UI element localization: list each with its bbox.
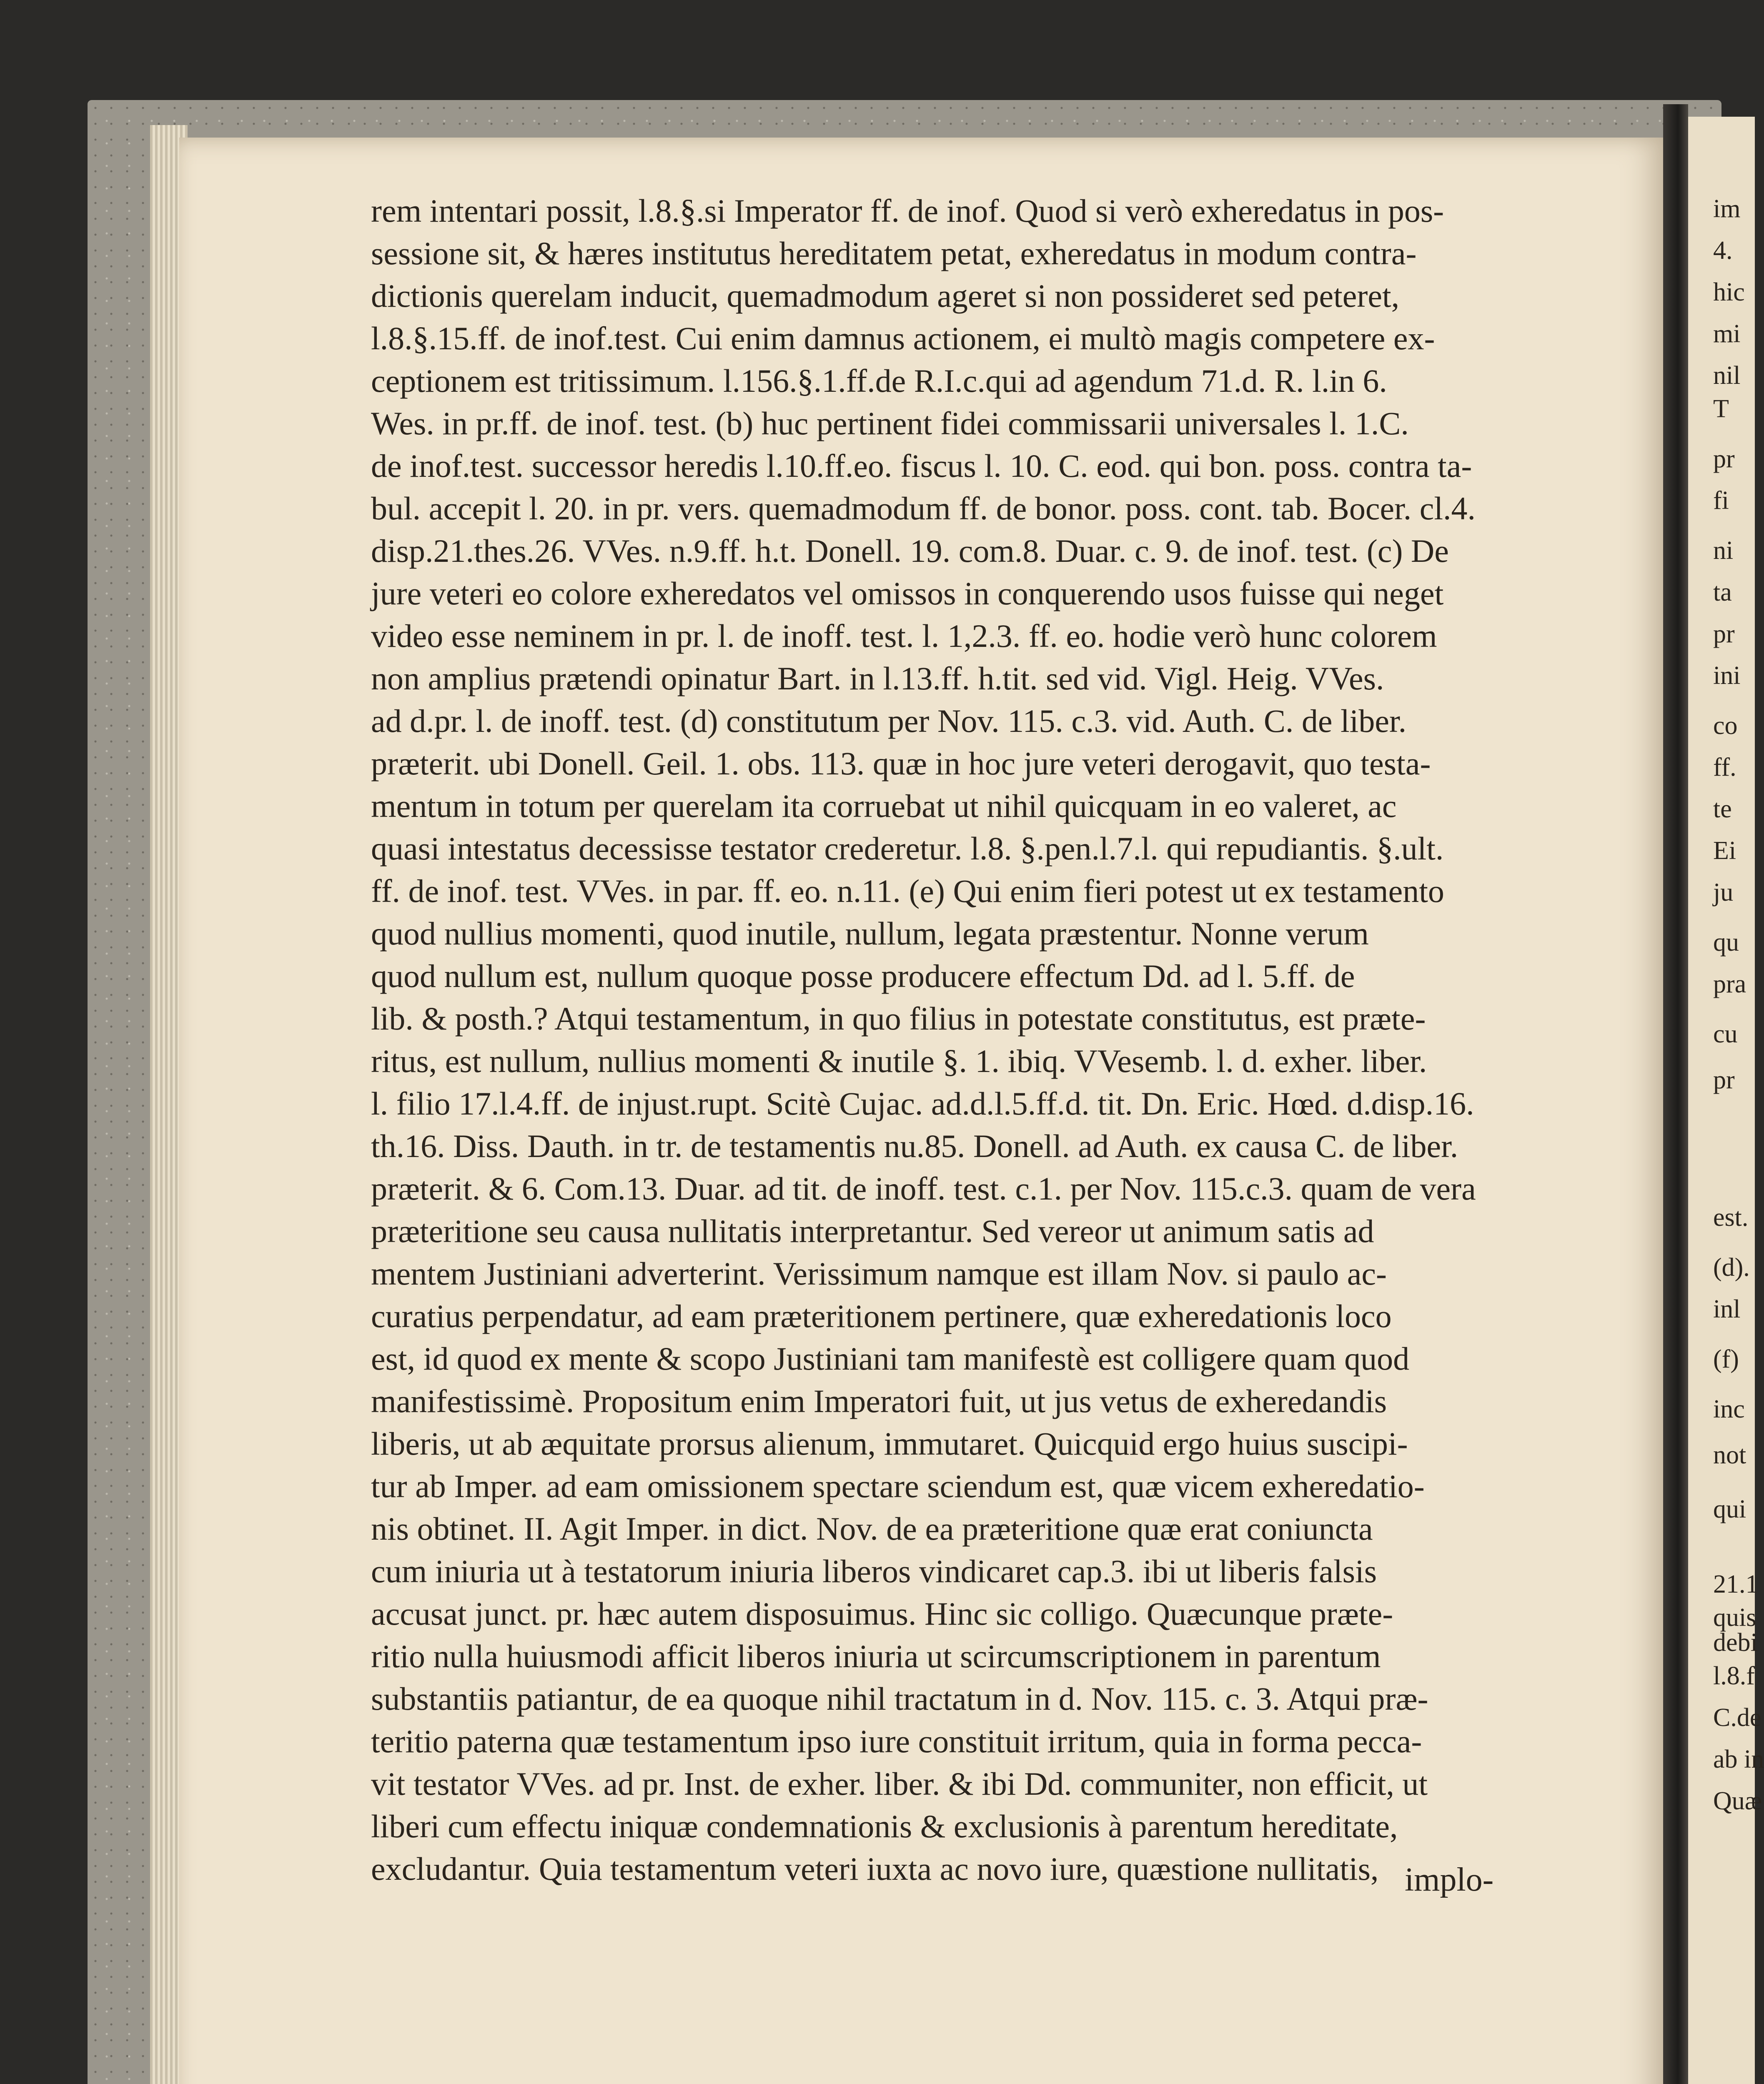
facing-page-fragment: 21.1 [1713, 1570, 1759, 1598]
facing-page-fragment: mi [1713, 320, 1741, 348]
text-line: excludantur. Quia testamentum veteri iuxta ac novo iure, quæstione nullitatis, [371, 1851, 1379, 1887]
facing-page-fragment: ff. [1713, 753, 1736, 782]
text-line: bul. accepit l. 20. in pr. vers. quemadmodum ff. de bonor. poss. cont. tab. Bocer. cl.4. [371, 490, 1476, 526]
text-line: l. filio 17.l.4.ff. de injust.rupt. Scitè Cujac. ad.d.l.5.ff.d. tit. Dn. Eric. Hœd. d.disp.16. [371, 1085, 1474, 1122]
facing-page-fragment: l.8.f [1713, 1662, 1755, 1690]
text-line: teritio paterna quæ testamentum ipso iure constituit irritum, quia in forma pecca- [371, 1723, 1422, 1759]
facing-page-fragment: inl [1713, 1295, 1741, 1323]
text-line: dictionis querelam inducit, quemadmodum ageret si non possideret sed peteret, [371, 278, 1400, 314]
facing-page-fragment: te [1713, 795, 1732, 823]
text-line: præteritione seu causa nullitatis interpretantur. Sed vereor ut animum satis ad [371, 1213, 1374, 1249]
facing-page-fragment: pr [1713, 1066, 1735, 1094]
text-line: disp.21.thes.26. VVes. n.9.ff. h.t. Donell. 19. com.8. Duar. c. 9. de inof. test. (c) De [371, 533, 1449, 569]
facing-page-fragment: qui [1713, 1495, 1746, 1523]
facing-page-fragment: ini [1713, 661, 1741, 690]
facing-page-fragment: (f) [1713, 1345, 1739, 1373]
facing-page-fragment: (d). [1713, 1253, 1750, 1282]
text-line: quasi intestatus decessisse testator crederetur. l.8. §.pen.l.7.l. qui repudiantis. §.ult. [371, 830, 1444, 867]
facing-page-fragment: pra [1713, 970, 1746, 998]
text-line: de inof.test. successor heredis l.10.ff.eo. fiscus l. 10. C. eod. qui bon. poss. contra ta- [371, 448, 1472, 484]
text-line: accusat junct. pr. hæc autem disposuimus. Hinc sic colligo. Quæcunque præte- [371, 1596, 1393, 1632]
text-line: rem intentari possit, l.8.§.si Imperator ff. de inof. Quod si verò exheredatus in pos- [371, 193, 1444, 229]
page-text [371, 190, 1521, 1890]
book-gutter [1663, 104, 1688, 2084]
text-line: liberis, ut ab æquitate prorsus alienum, immutaret. Quicquid ergo huius suscipi- [371, 1425, 1408, 1462]
text-line: præterit. & 6. Com.13. Duar. ad tit. de inoff. test. c.1. per Nov. 115.c.3. quam de vera [371, 1170, 1476, 1207]
text-line: quod nullum est, nullum quoque posse producere effectum Dd. ad l. 5.ff. de [371, 958, 1355, 994]
facing-page-fragment: ta [1713, 578, 1732, 606]
text-line: quod nullius momenti, quod inutile, nullum, legata præstentur. Nonne verum [371, 915, 1369, 952]
facing-page-fragment: ju [1713, 878, 1734, 907]
text-line: ritus, est nullum, nullius momenti & inutile §. 1. ibiq. VVesemb. l. d. exher. liber. [371, 1043, 1427, 1079]
facing-page-fragment: ab in [1713, 1745, 1764, 1773]
facing-page-fragment: im [1713, 195, 1741, 223]
text-line: l.8.§.15.ff. de inof.test. Cui enim damnus actionem, ei multò magis competere ex- [371, 320, 1435, 356]
text-line: jure veteri eo colore exheredatos vel omissos in conquerendo usos fuisse qui neget [371, 575, 1444, 611]
catchword: implo- [1405, 1861, 1494, 1898]
text-line: mentum in totum per querelam ita corruebat ut nihil quicquam in eo valeret, ac [371, 788, 1397, 824]
text-line: liberi cum effectu iniquæ condemnationis & exclusionis à parentum hereditate, [371, 1808, 1398, 1844]
text-line: tur ab Imper. ad eam omissionem spectare sciendum est, quæ vicem exheredatio- [371, 1468, 1425, 1504]
facing-page-fragment: C.de [1713, 1703, 1761, 1732]
facing-page-fragment: quis [1713, 1603, 1756, 1632]
text-line: non amplius prætendi opinatur Bart. in l.13.ff. h.tit. sed vid. Vigl. Heig. VVes. [371, 660, 1384, 696]
text-line: mentem Justiniani adverterint. Verissimum namque est illam Nov. si paulo ac- [371, 1255, 1387, 1292]
facing-page-fragment: fi [1713, 486, 1729, 515]
text-line: nis obtinet. II. Agit Imper. in dict. Nov. de ea præteritione quæ erat coniuncta [371, 1510, 1373, 1547]
text-line: th.16. Diss. Dauth. in tr. de testamentis nu.85. Donell. ad Auth. ex causa C. de liber. [371, 1128, 1458, 1164]
facing-page-fragment: co [1713, 711, 1738, 740]
text-line: ff. de inof. test. VVes. in par. ff. eo. n.11. (e) Qui enim fieri potest ut ex testamento [371, 873, 1444, 909]
text-line: vit testator VVes. ad pr. Inst. de exher. liber. & ibi Dd. communiter, non efficit, ut [371, 1766, 1428, 1802]
facing-page-fragment: debi [1713, 1628, 1758, 1657]
facing-page-fragment: 4. [1713, 236, 1733, 265]
facing-page-fragment: qu [1713, 928, 1739, 957]
facing-page-fragment: Ei [1713, 837, 1736, 865]
facing-page-fragment: not [1713, 1441, 1746, 1469]
facing-page-fragment: cu [1713, 1020, 1738, 1048]
text-line: ritio nulla huiusmodi afficit liberos iniuria ut scircumscriptionem in parentum [371, 1638, 1381, 1674]
facing-page-fragment: pr [1713, 620, 1735, 648]
text-line: Wes. in pr.ff. de inof. test. (b) huc pertinent fidei commissarii universales l. 1.C. [371, 405, 1409, 441]
text-line: cum iniuria ut à testatorum iniuria liberos vindicaret cap.3. ibi ut liberis falsis [371, 1553, 1377, 1589]
facing-page-fragment: hic [1713, 278, 1745, 306]
text-line: ad d.pr. l. de inoff. test. (d) constitutum per Nov. 115. c.3. vid. Auth. C. de liber. [371, 703, 1407, 739]
text-line: ceptionem est tritissimum. l.156.§.1.ff.de R.I.c.qui ad agendum 71.d. R. l.in 6. [371, 363, 1387, 399]
facing-page-fragment: nil [1713, 361, 1741, 390]
text-line: lib. & posth.? Atqui testamentum, in quo filius in potestate constitutus, est præte- [371, 1000, 1426, 1037]
text-line: manifestissimè. Propositum enim Imperatori fuit, ut jus vetus de exheredandis [371, 1383, 1387, 1419]
text-line: sessione sit, & hæres institutus hereditatem petat, exheredatus in modum contra- [371, 235, 1417, 271]
facing-page-fragment: est. [1713, 1203, 1749, 1232]
text-line: præterit. ubi Donell. Geil. 1. obs. 113. quæ in hoc jure veteri derogavit, quo testa- [371, 745, 1431, 782]
text-line: est, id quod ex mente & scopo Justiniani tam manifestè est colligere quam quod [371, 1340, 1410, 1377]
facing-page-fragment: T [1713, 395, 1729, 423]
facing-page-fragment: pr [1713, 445, 1735, 473]
text-line: curatius perpendatur, ad eam præteritionem pertinere, quæ exheredationis loco [371, 1298, 1392, 1334]
facing-page-fragment: inc [1713, 1395, 1745, 1423]
facing-page-fragment: Quæ [1713, 1787, 1762, 1815]
text-line: video esse neminem in pr. l. de inoff. test. l. 1,2.3. ff. eo. hodie verò hunc colorem [371, 618, 1437, 654]
facing-page-fragment: ni [1713, 536, 1734, 565]
text-line: substantiis patiantur, de ea quoque nihil tractatum in d. Nov. 115. c. 3. Atqui præ- [371, 1681, 1428, 1717]
